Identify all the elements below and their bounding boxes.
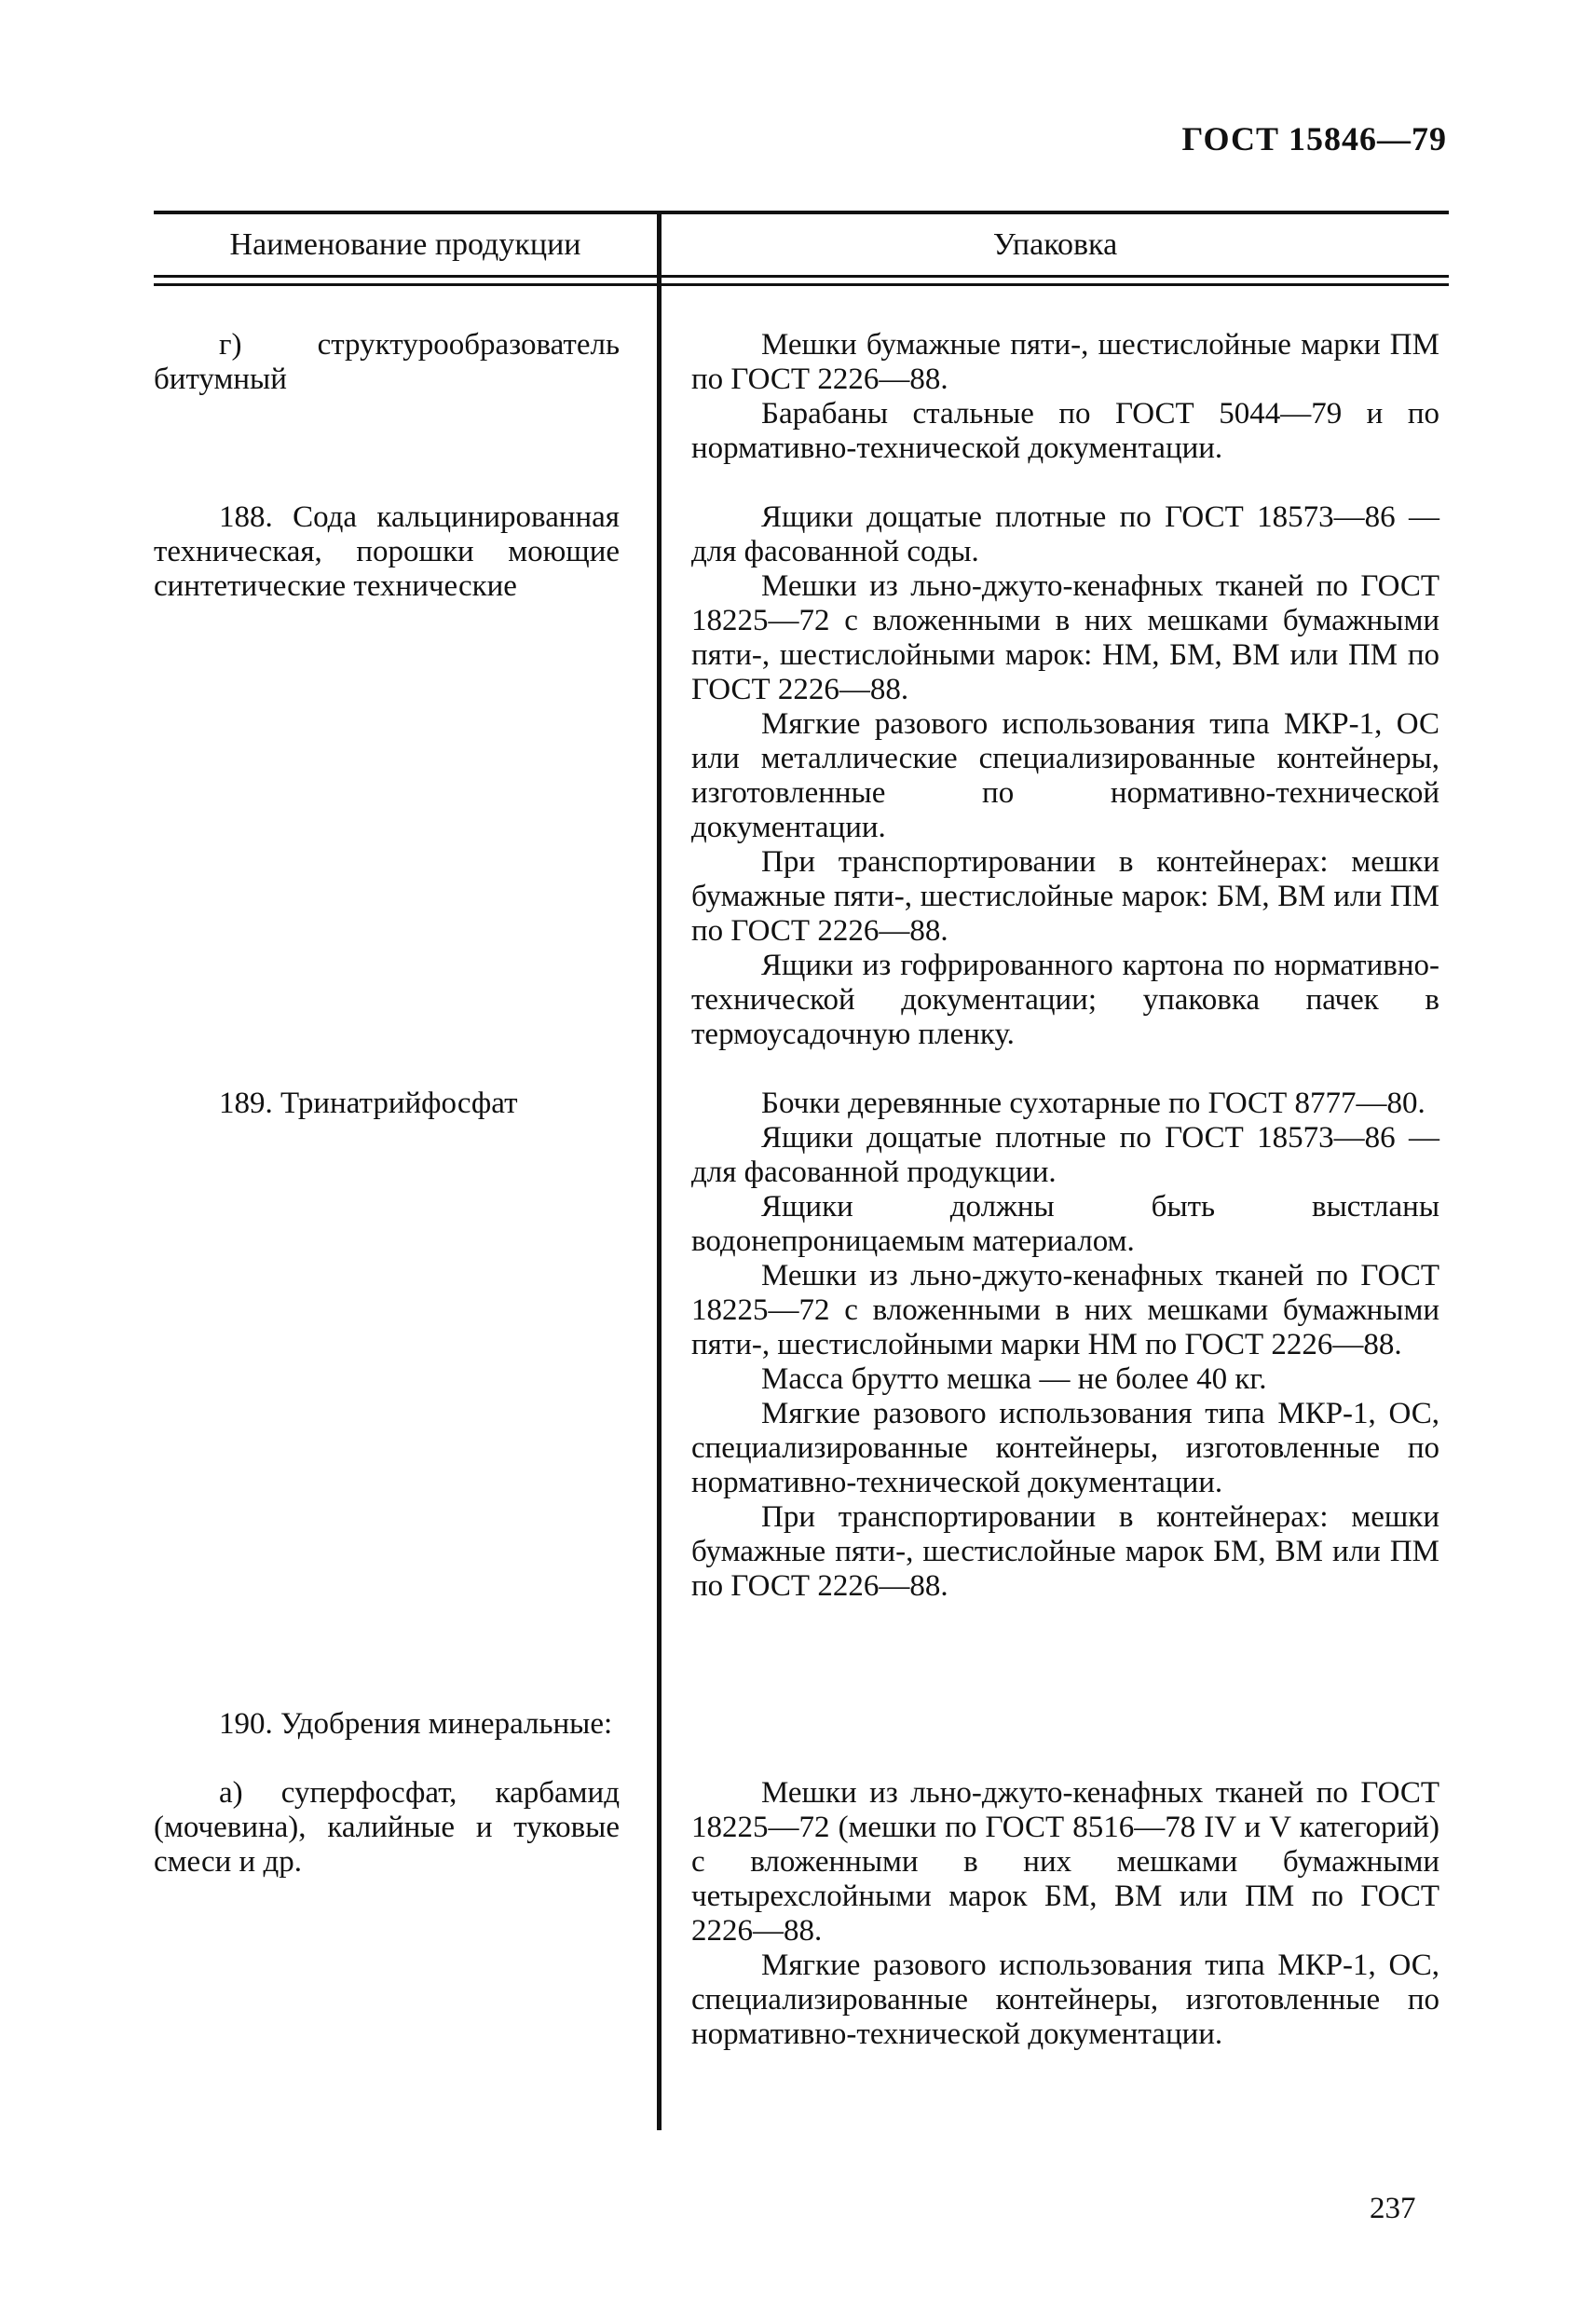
product-cell (154, 1776, 620, 1880)
packaging-item: Мягкие разового использования типа МКР-1, ОС или металлические специализированные контейнеры, изготовленные по нормативно-технической документации. (691, 707, 1439, 844)
column-header-product: Наименование продукции (229, 227, 581, 262)
product-cell (154, 1707, 620, 1742)
packaging-item: Мешки из льно-джуто-кенафных тканей по ГОСТ 18225—72 с вложенными в них мешками бумажными пяти-, шестислойными марки НМ по ГОСТ 2226—88. (691, 1259, 1439, 1361)
page-number: 237 (1370, 2192, 1416, 2225)
header-bottom-rule-double (154, 283, 1449, 286)
product-name: 190. Удобрения минеральные: (219, 1707, 613, 1741)
packaging-item: Мягкие разового использования типа МКР-1, ОС, специализированные контейнеры, изготовленные по нормативно-технической документации. (691, 1397, 1439, 1499)
packaging-item: Ящики дощатые плотные по ГОСТ 18573—86 — для фасованной продукции. (691, 1121, 1439, 1189)
table-top-rule (154, 211, 1449, 214)
document-code: ГОСТ 15846—79 (1181, 120, 1447, 157)
column-header-packaging: Упаковка (992, 227, 1118, 262)
packaging-item: Мешки из льно-джуто-кенафных тканей по ГОСТ 18225—72 с вложенными в них мешками бумажными пяти-, шестислойными марок: НМ, БМ, ВМ или ПМ по ГОСТ 2226—88. (691, 569, 1439, 706)
packaging-item: Ящики дощатые плотные по ГОСТ 18573—86 — для фасованной соды. (691, 500, 1439, 568)
packaging-item: Мешки из льно-джуто-кенафных тканей по ГОСТ 18225—72 (мешки по ГОСТ 8516—78 IV и V категорий) с вложенными в них мешками бумажными четырехслойными марок БМ, ВМ или ПМ по ГОСТ 2226—88. (691, 1776, 1439, 1948)
column-divider (657, 211, 662, 2130)
packaging-item: Ящики должны быть выстланы водонепроницаемым материалом. (691, 1190, 1439, 1258)
packaging-item: При транспортировании в контейнерах: мешки бумажные пяти-, шестислойные марок БМ, ВМ или ПМ по ГОСТ 2226—88. (691, 1500, 1439, 1603)
product-cell (154, 500, 620, 604)
product-name: 188. Сода кальцинированная техническая, порошки моющие синтетические технические (154, 500, 620, 603)
packaging-cell (691, 1776, 1439, 2052)
packaging-item: Ящики из гофрированного картона по нормативно-технической документации; упаковка пачек в термоусадочную пленку. (691, 949, 1439, 1051)
product-cell (154, 328, 620, 397)
packaging-item: Масса брутто мешка — не более 40 кг. (761, 1362, 1267, 1396)
packaging-item: Мешки бумажные пяти-, шестислойные марки ПМ по ГОСТ 2226—88. (691, 328, 1439, 396)
packaging-item: Мягкие разового использования типа МКР-1, ОС, специализированные контейнеры, изготовленные по нормативно-технической документации. (691, 1949, 1439, 2051)
product-name: а) суперфосфат, карбамид (мочевина), калийные и туковые смеси и др. (154, 1776, 620, 1879)
product-name: 189. Тринатрийфосфат (219, 1087, 518, 1120)
packaging-cell (691, 1087, 1439, 1604)
packaging-item: При транспортировании в контейнерах: мешки бумажные пяти-, шестислойные марок: БМ, ВМ или ПМ по ГОСТ 2226—88. (691, 845, 1439, 948)
packaging-item: Бочки деревянные сухотарные по ГОСТ 8777—80. (761, 1087, 1425, 1120)
packaging-cell (691, 328, 1439, 466)
product-cell (154, 1087, 620, 1121)
header-bottom-rule (154, 275, 1449, 278)
packaging-item: Барабаны стальные по ГОСТ 5044—79 и по нормативно-технической документации. (691, 397, 1439, 465)
packaging-cell (691, 500, 1439, 1052)
product-name: г) структурообразователь битумный (154, 328, 620, 396)
